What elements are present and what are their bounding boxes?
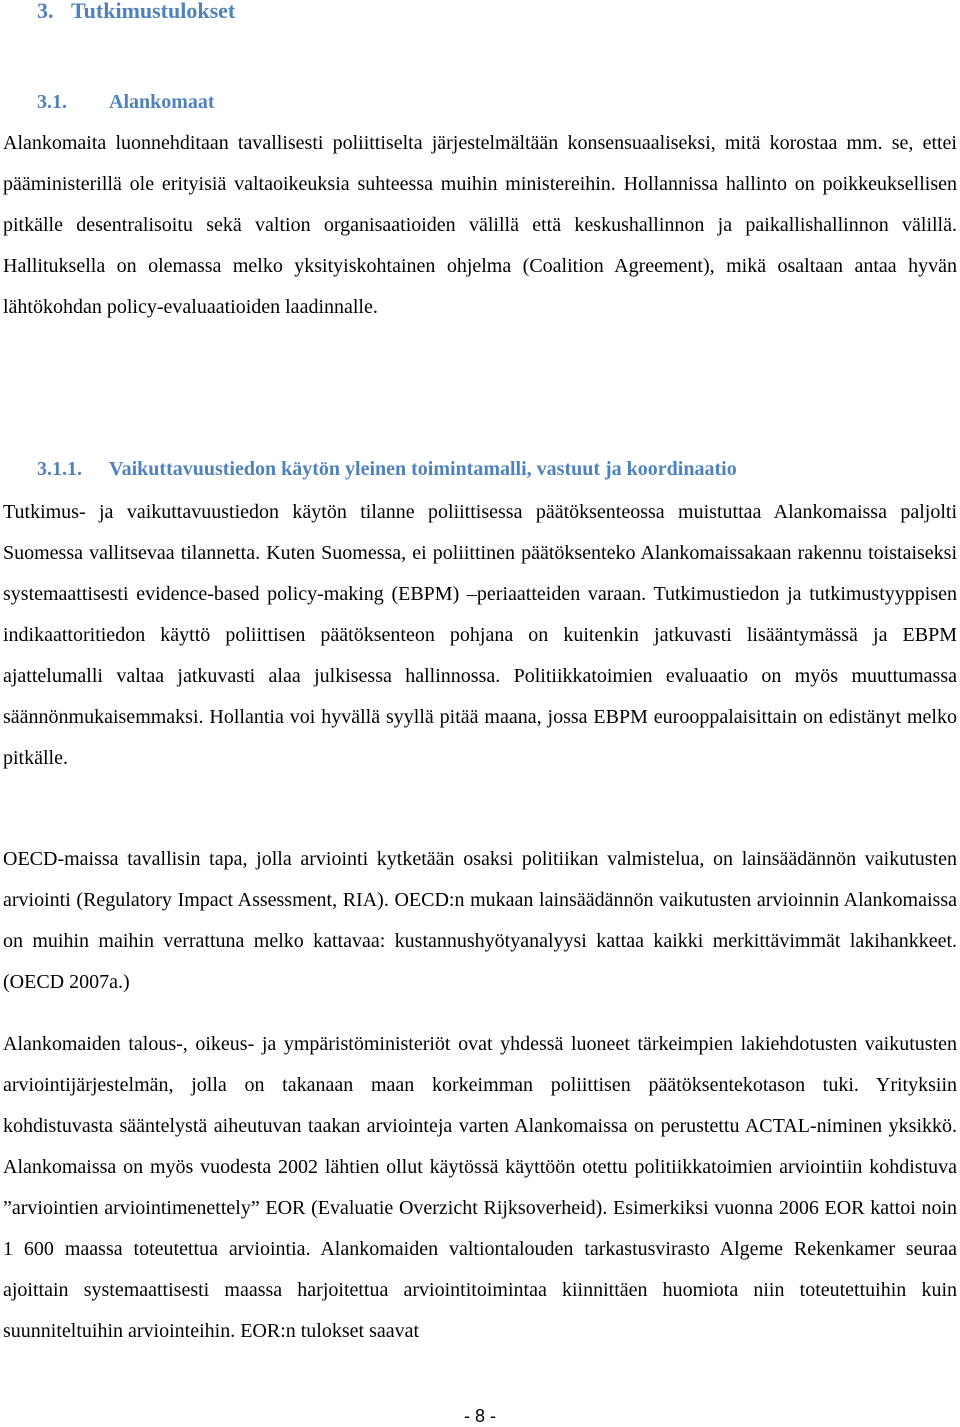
subsubsection-heading [37, 455, 737, 483]
paragraph-oecd-ria: OECD-maissa tavallisin tapa, jolla arviointi kytketään osaksi politiikan valmistelua, on lainsäädännön vaikutusten arviointi (Regulatory Impact Assessment, RIA). OECD:n mukaan lainsäädännön vaikutusten arvioinnin Alankomaissa on muihin maihin verrattuna melko kattavaa: kustannushyötyanalyysi kattaa kaikki merkittävimmät lakihankkeet. (OECD 2007a.) [3, 848, 957, 993]
subsubsection-title: Vaikuttavuustiedon käytön yleinen toimintamalli, vastuut ja koordinaatio [109, 458, 737, 480]
paragraph-netherlands-overview: Alankomaita luonnehditaan tavallisesti poliittiselta järjestelmältään konsensuaaliseksi, mitä korostaa mm. se, ettei pääministerillä ole erityisiä valtaoikeuksia suhteessa muihin ministereihin. Hollannissa hallinto on poikkeuksellisen pitkälle desentralisoitu sekä valtion organisaatioiden välillä että keskushallinnon ja paikallishallinnon välillä. Hallituksella on olemassa melko yksityiskohtainen ohjelma (Coalition Agreement), mikä osaltaan antaa hyvän lähtökohdan policy-evaluaatioiden laadinnalle. [3, 132, 957, 318]
page-number: - 8 - [463, 1406, 496, 1426]
section-title: Tutkimustulokset [71, 0, 236, 23]
subsection-number: 3.1. [37, 91, 67, 113]
paragraph-ebpm-situation: Tutkimus- ja vaikuttavuustiedon käytön tilanne poliittisessa päätöksenteossa muistuttaa Alankomaissa paljolti Suomessa vallitsevaa tilannetta. Kuten Suomessa, ei poliittinen päätöksenteko Alankomaissakaan rakennu toistaiseksi systemaattisesti evidence-based policy-making (EBPM) –periaatteiden varaan. Tutkimustiedon ja tutkimustyyppisen indikaattoritiedon käyttö poliittisen päätöksenteon pohjana on kuitenkin jatkuvasti lisääntymässä ja EBPM ajattelumalli valtaa jatkuvasti alaa julkisessa hallinnossa. Politiikkatoimien evaluaatio on myös muuttumassa säännönmukaisemmaksi. Hollantia voi hyvällä syyllä pitää maana, jossa EBPM eurooppalaisittain on edistänyt melko pitkälle. [3, 501, 957, 769]
section-heading [37, 0, 235, 26]
subsubsection-number: 3.1.1. [37, 458, 82, 480]
paragraph-ministries-evaluation: Alankomaiden talous-, oikeus- ja ympäristöministeriöt ovat yhdessä luoneet tärkeimpien lakiehdotusten vaikutusten arviointijärjestelmän, jolla on takanaan maan korkeimman poliittisen päätöksentekotason tuki. Yrityksiin kohdistuvasta sääntelystä aiheutuvan taakan arviointeja varten Alankomaissa on perustettu ACTAL-niminen yksikkö. Alankomaissa on myös vuodesta 2002 lähtien ollut käytössä käyttöön otettu politiikkatoimien arviointiin kohdistuva ”arviointien arviointimenettely” EOR (Evaluatie Overzicht Rijksoverheid). Esimerkiksi vuonna 2006 EOR kattoi noin 1 600 maassa toteutettua arviointia. Alankomaiden valtiontalouden tarkastusvirasto Algeme Rekenkamer seuraa ajoittain systemaattisesti maassa harjoitettua arviointitoimintaa kiinnittäen huomiota niin toteutettuihin kuin suunniteltuihin arviointeihin. EOR:n tulokset saavat [3, 1033, 957, 1342]
subsection-title: Alankomaat [109, 91, 215, 113]
subsection-heading [37, 88, 215, 116]
section-number: 3. [37, 0, 54, 23]
